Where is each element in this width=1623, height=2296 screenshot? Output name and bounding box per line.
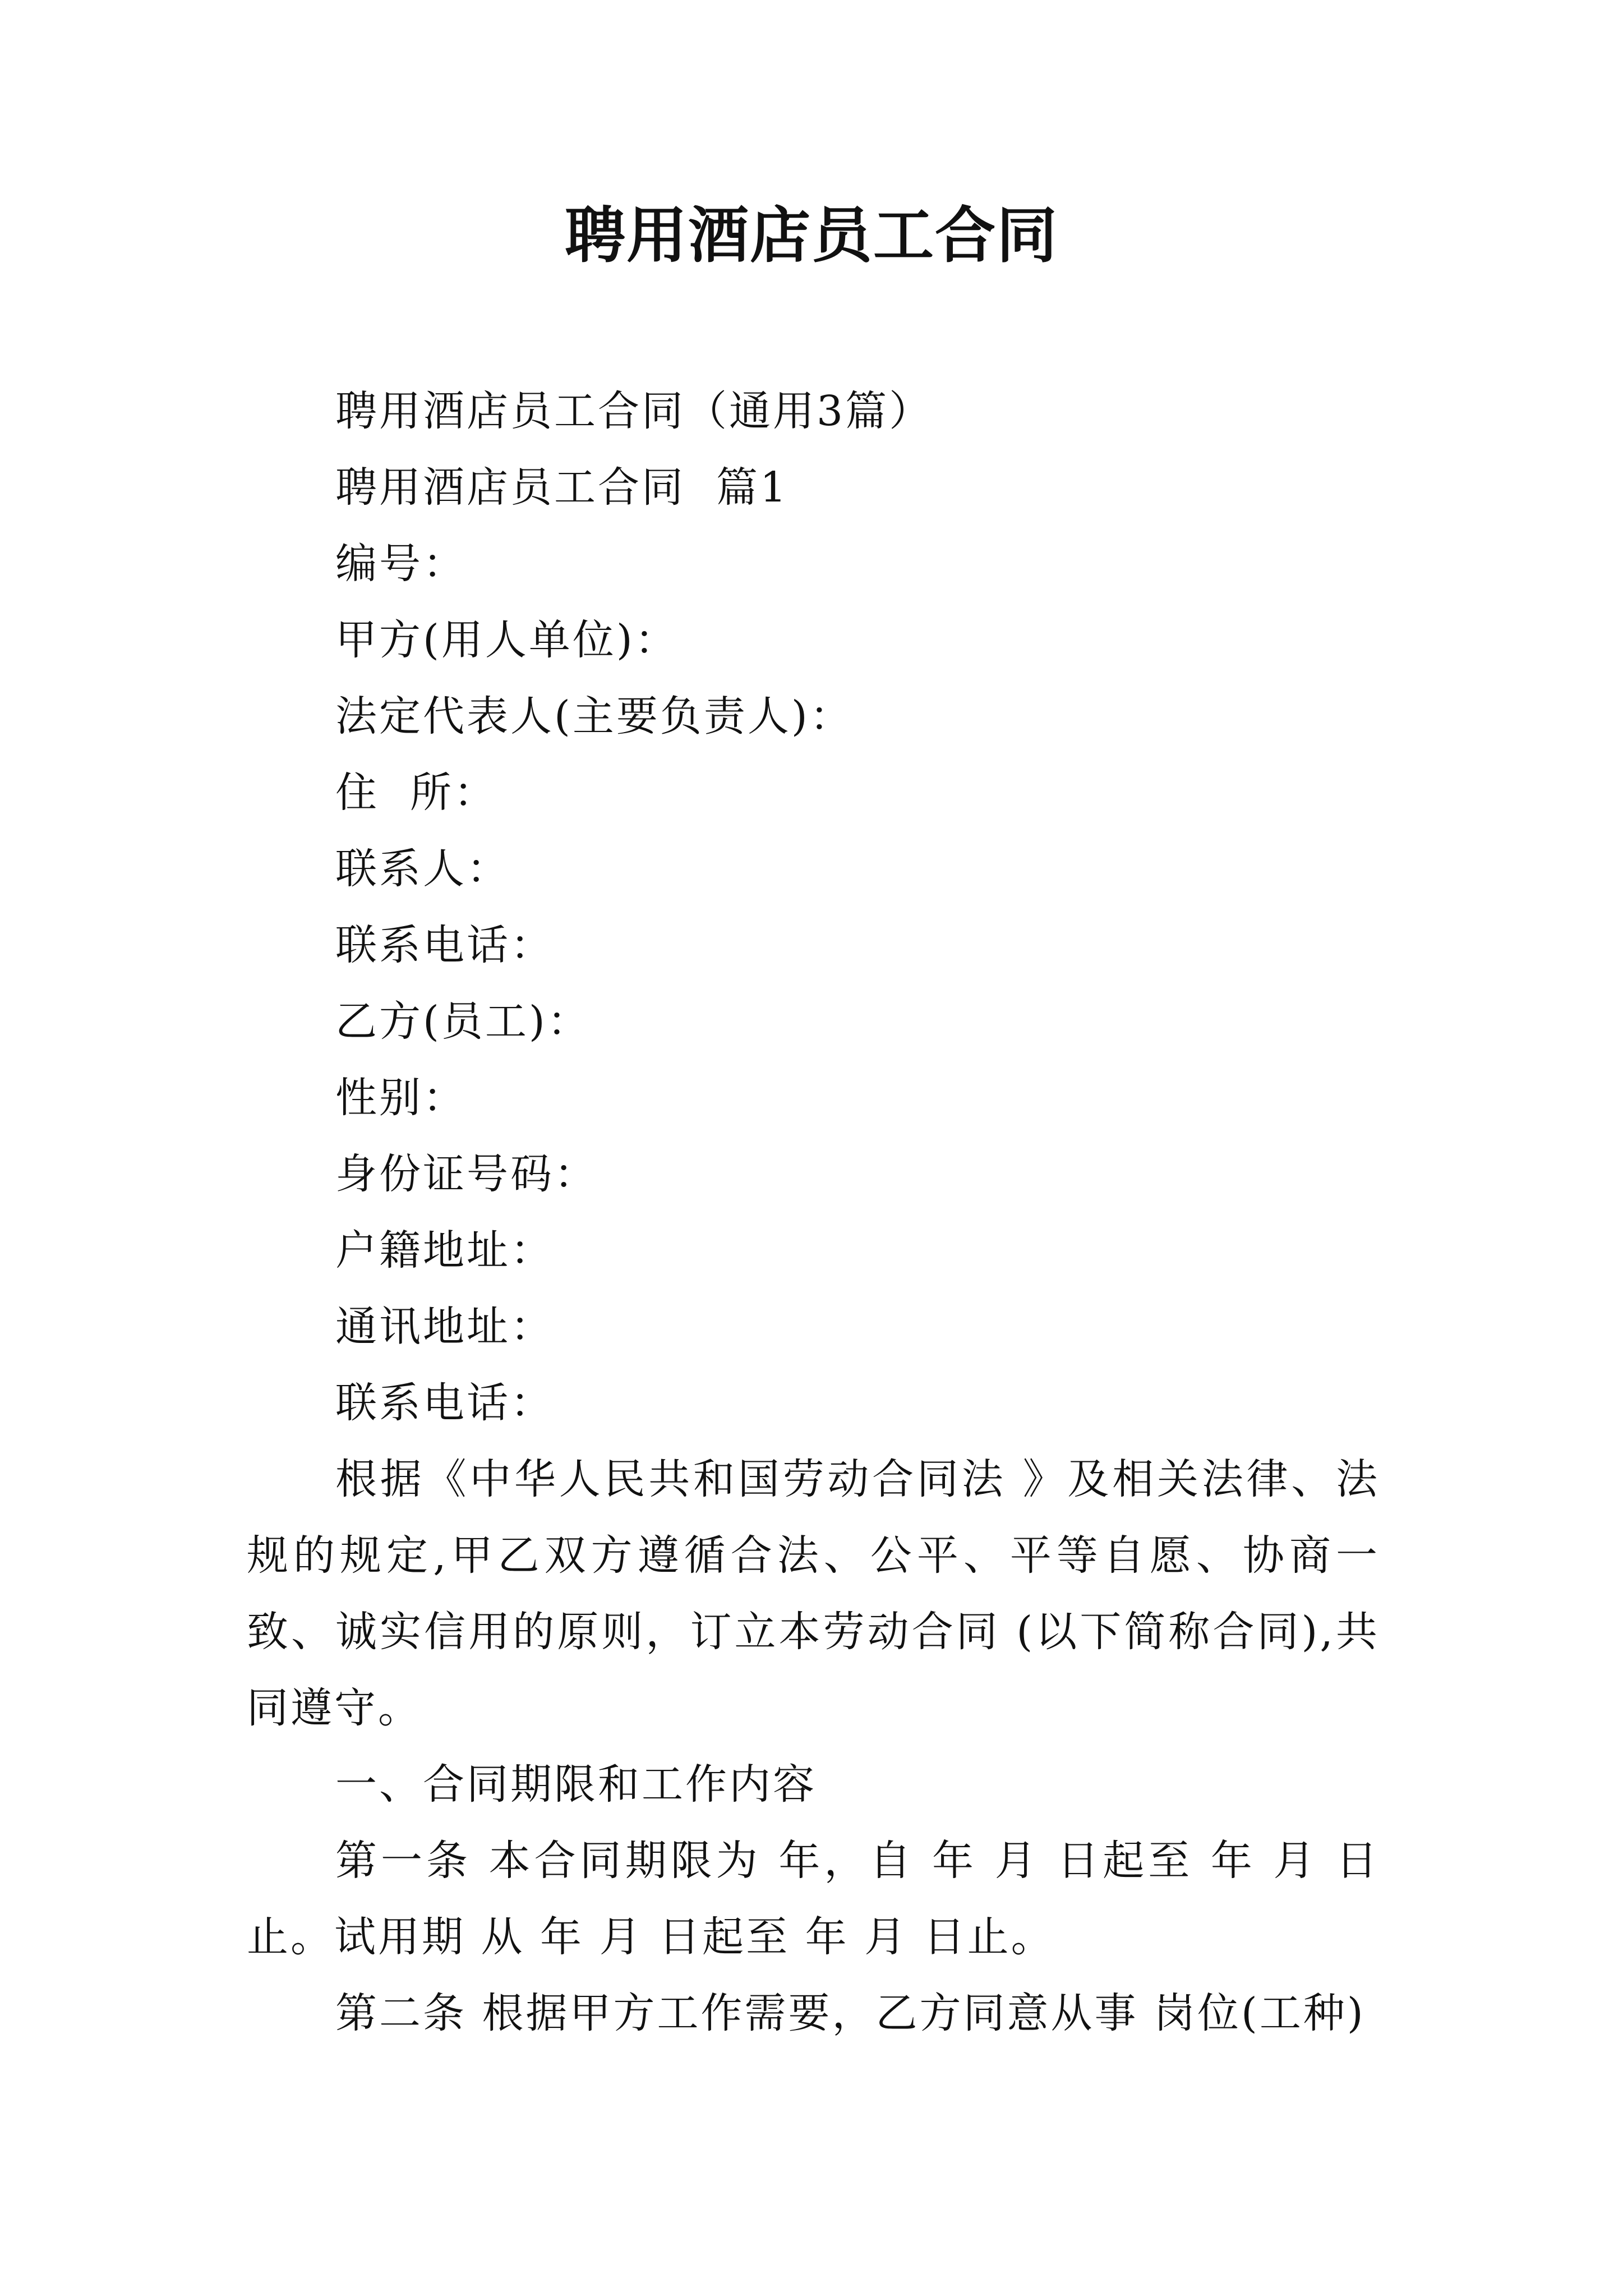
form-field-phone-b: 联系电话： <box>335 1379 554 1427</box>
form-field-id-number: 身份证号码： <box>335 1150 598 1198</box>
form-field-contact-person: 联系人： <box>335 845 510 893</box>
intro-paragraph: 根据《中华人民共和国劳动合同法 》及相关法律、法规的规定,甲乙双方遵循合法、公平、平等自愿、协商一致、诚实信用的原则，订立本劳动合同 (以下简称合同),共同遵守。 <box>247 1455 1380 1732</box>
article-2-paragraph: 第二条 根据甲方工作需要，乙方同意从事 岗位(工种) <box>335 1989 1366 2037</box>
document-title: 聘用酒店员工合同 <box>564 200 1058 271</box>
document-body <box>247 373 1380 2051</box>
form-field-party-b: 乙方(员工)： <box>335 997 591 1046</box>
form-field-party-a: 甲方(用人单位)： <box>335 616 679 664</box>
form-field-phone-a: 联系电话： <box>335 921 554 969</box>
form-field-address: 住 所： <box>335 769 498 817</box>
chapter-heading: 一、合同期限和工作内容 <box>335 1760 817 1809</box>
form-field-mailing-address: 通讯地址： <box>335 1303 554 1351</box>
form-field-legal-rep: 法定代表人(主要负责人)： <box>335 692 854 740</box>
form-field-household-address: 户籍地址： <box>335 1226 554 1274</box>
form-field-number: 编号： <box>335 540 467 588</box>
article-1-paragraph: 第一条 本合同期限为 年，自 年 月 日起至 年 月 日止。试用期 从 年 月 日起至 年 月 日止。 <box>247 1837 1380 1961</box>
section-heading: 聘用酒店员工合同 篇1 <box>335 463 789 512</box>
form-field-gender: 性别： <box>335 1074 467 1122</box>
subtitle-line: 聘用酒店员工合同（通用3篇） <box>335 387 933 435</box>
